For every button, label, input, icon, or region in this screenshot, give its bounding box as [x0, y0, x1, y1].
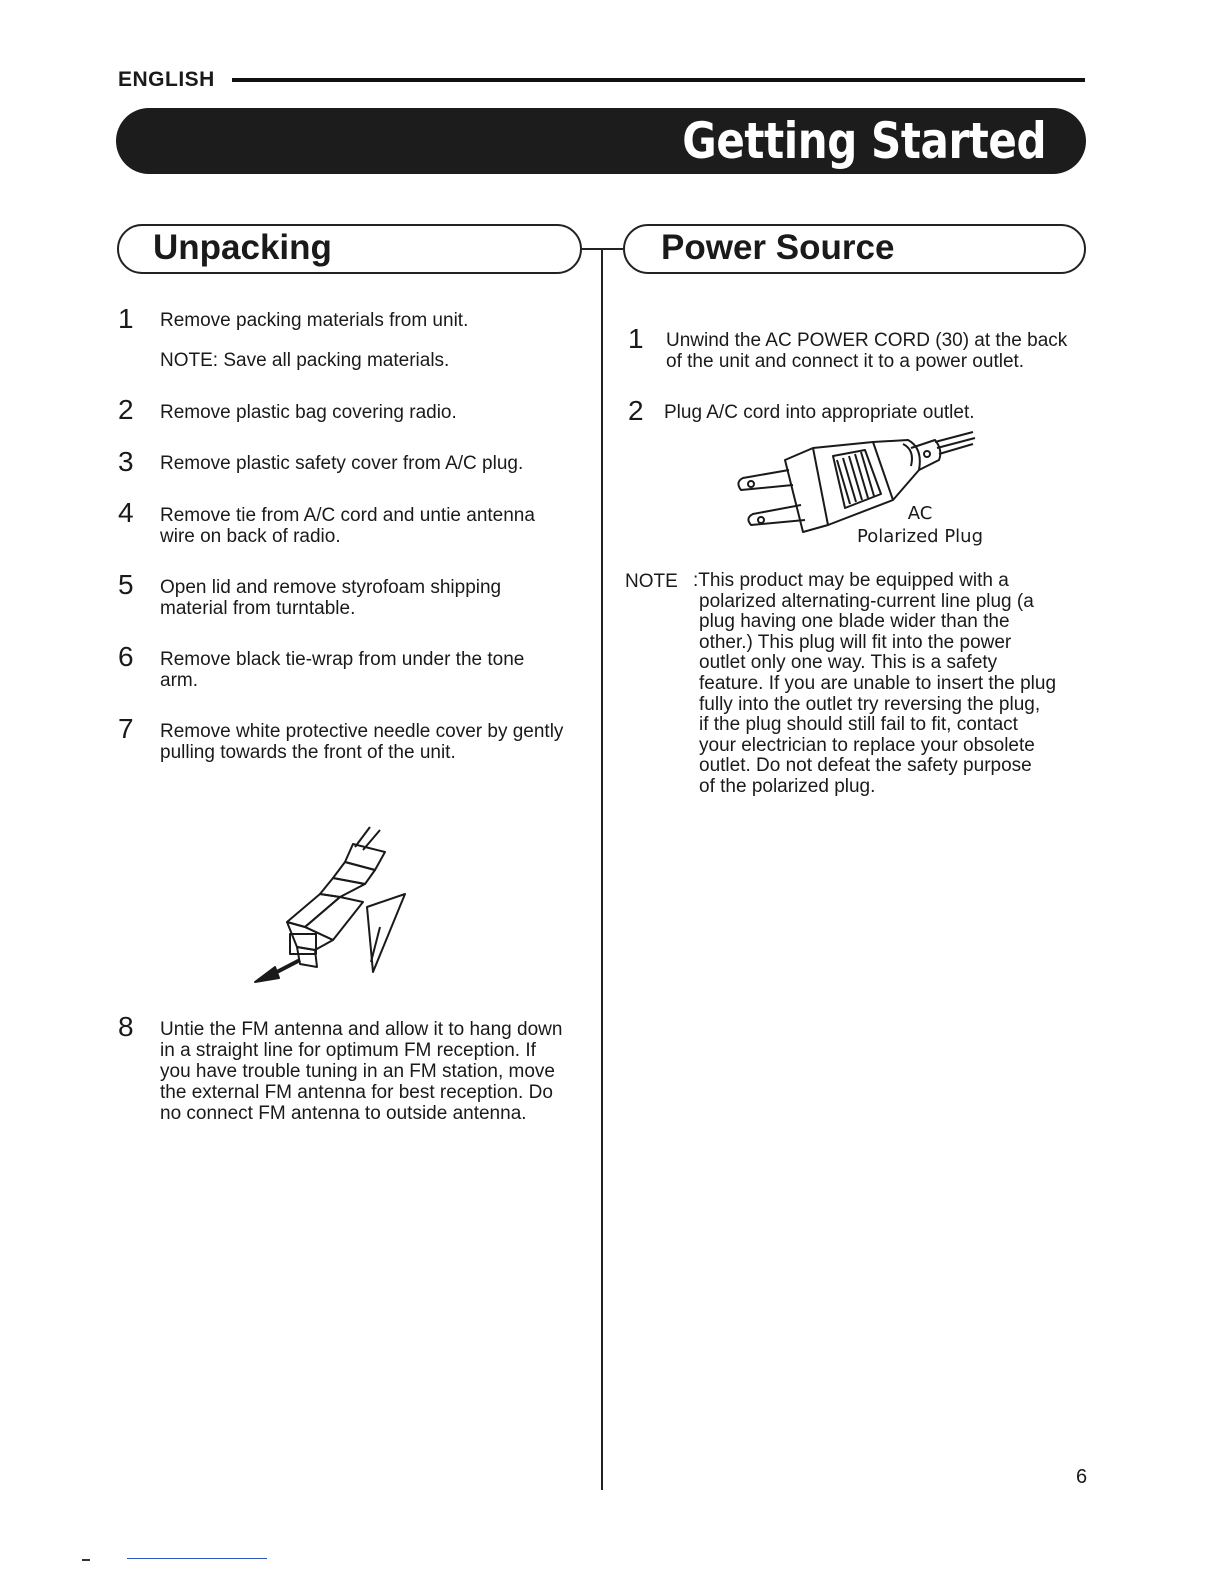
title-banner	[116, 108, 1086, 174]
page-number: 6	[1076, 1466, 1088, 1488]
step-number: 2	[628, 395, 644, 426]
step-line: the external FM antenna for best reception. Do	[160, 1082, 553, 1103]
language-label: ENGLISH	[118, 68, 215, 91]
step-text	[160, 310, 580, 331]
step-number: 5	[118, 569, 134, 600]
step-text	[664, 402, 1084, 423]
note-line: other.) This plug will fit into the power	[699, 631, 1012, 653]
step-text	[160, 721, 590, 763]
note-body	[693, 571, 1078, 798]
note-line: your electrician to replace your obsolete	[699, 734, 1035, 756]
step-text	[160, 453, 580, 474]
step-text	[160, 402, 580, 423]
page-title: Getting Started	[682, 112, 1046, 170]
plug-label	[820, 502, 1020, 548]
plug-label-line: Polarized Plug	[856, 526, 984, 547]
step-number: 3	[118, 446, 134, 477]
note-line: outlet only one way. This is a safety	[699, 652, 998, 674]
step-text	[160, 1019, 590, 1124]
unpacking-heading: Unpacking	[117, 224, 582, 274]
step-line: no connect FM antenna to outside antenna.	[160, 1103, 527, 1124]
note-line: of the polarized plug.	[699, 775, 876, 797]
step-text	[666, 330, 1096, 372]
step-line: wire on back of radio.	[160, 526, 341, 547]
note-line: plug having one blade wider than the	[699, 611, 1010, 633]
step-line: in a straight line for optimum FM reception. If	[160, 1040, 536, 1061]
step-number: 1	[118, 303, 134, 334]
note-line: outlet. Do not defeat the safety purpose	[699, 755, 1032, 777]
step-line: Remove white protective needle cover by gently	[160, 721, 564, 742]
step-line: pulling towards the front of the unit.	[160, 742, 456, 763]
step-line: Remove black tie-wrap from under the tone	[160, 649, 525, 670]
step-line: material from turntable.	[160, 598, 356, 619]
step-text	[160, 577, 580, 619]
step-text	[160, 505, 580, 547]
step-line: Remove plastic safety cover from A/C plug.	[160, 453, 524, 474]
step-line: arm.	[160, 670, 198, 691]
step-number: 6	[118, 641, 134, 672]
step-line: of the unit and connect it to a power outlet.	[666, 351, 1025, 372]
step-line: Remove tie from A/C cord and untie antenna	[160, 505, 535, 526]
note-line: if the plug should still fail to fit, contact	[699, 714, 1018, 736]
unpacking-note: NOTE: Save all packing materials.	[160, 350, 450, 371]
note-line: feature. If you are unable to insert the plug	[699, 672, 1057, 694]
note-line: fully into the outlet try reversing the plug,	[699, 693, 1041, 715]
header-rule	[232, 78, 1085, 82]
note-line: polarized alternating-current line plug (a	[699, 590, 1034, 612]
footer-mark	[82, 1559, 90, 1561]
arrow-icon	[255, 967, 279, 982]
step-line: Unwind the AC POWER CORD (30) at the back	[666, 330, 1068, 351]
step-number: 1	[628, 323, 644, 354]
step-number: 8	[118, 1011, 134, 1042]
step-text	[160, 649, 580, 691]
step-line: Remove plastic bag covering radio.	[160, 402, 457, 423]
step-line: Untie the FM antenna and allow it to hang down	[160, 1019, 563, 1040]
needle-cover-illustration-icon	[245, 822, 415, 987]
step-line: you have trouble tuning in an FM station, move	[160, 1061, 556, 1082]
footer-link-line	[127, 1558, 267, 1559]
plug-label-line: AC	[907, 503, 933, 524]
note-label: NOTE	[625, 571, 678, 592]
step-number: 2	[118, 394, 134, 425]
power-source-heading: Power Source	[623, 224, 1086, 274]
note-line: :This product may be equipped with a	[693, 570, 1009, 591]
step-line: Remove packing materials from unit.	[160, 310, 469, 331]
step-line: Open lid and remove styrofoam shipping	[160, 577, 502, 598]
step-number: 4	[118, 497, 134, 528]
step-line: Plug A/C cord into appropriate outlet.	[664, 402, 975, 423]
column-divider	[601, 248, 603, 1490]
step-number: 7	[118, 713, 134, 744]
